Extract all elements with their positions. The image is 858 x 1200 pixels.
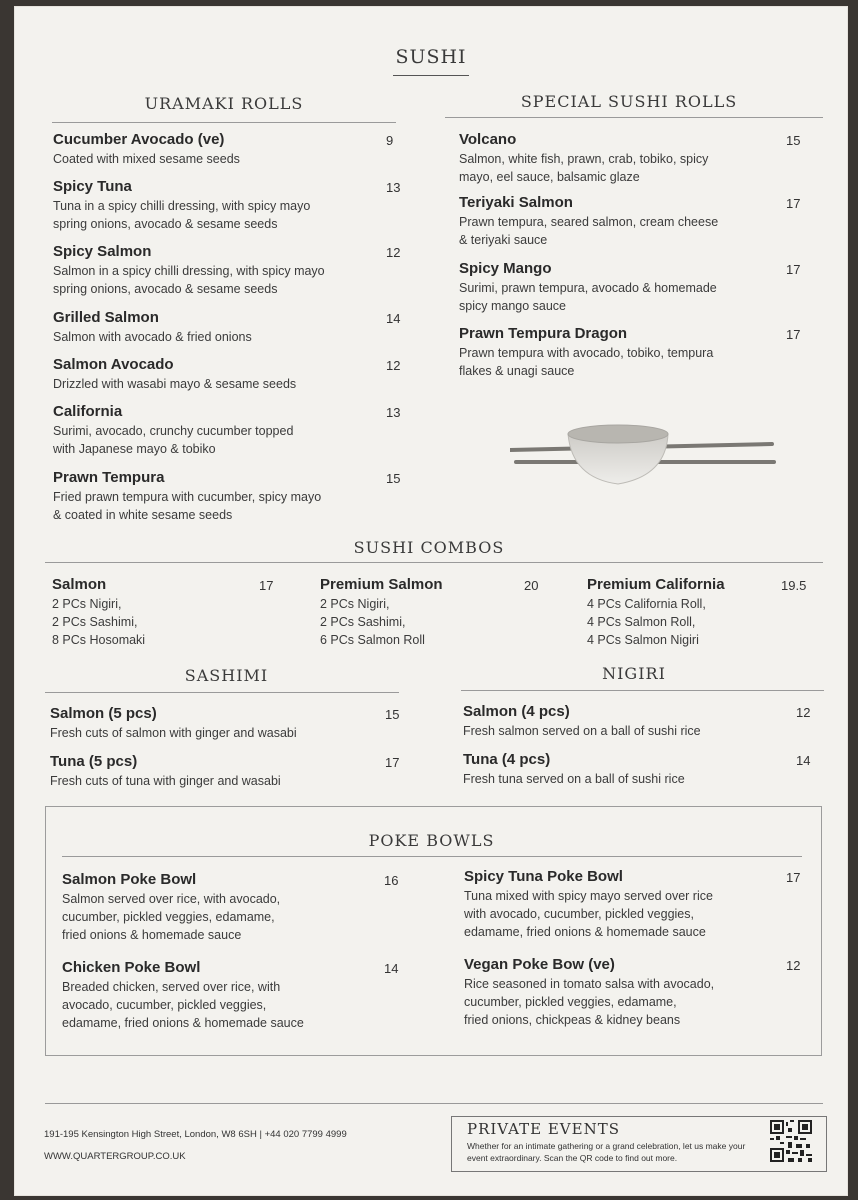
item-price: 17 xyxy=(259,578,274,593)
item-price: 14 xyxy=(384,961,399,976)
item-description: mayo, eel sauce, balsamic glaze xyxy=(459,170,640,184)
item-name: Grilled Salmon xyxy=(53,309,159,326)
uramaki-item xyxy=(53,309,252,346)
item-description: spring onions, avocado & sesame seeds xyxy=(53,217,278,231)
private-events-title: PRIVATE EVENTS xyxy=(467,1120,620,1138)
item-price: 13 xyxy=(386,405,401,420)
item-name: Spicy Salmon xyxy=(53,243,152,260)
item-price: 17 xyxy=(786,196,801,211)
special-item xyxy=(459,131,708,186)
item-description: Breaded chicken, served over rice, with xyxy=(62,980,281,994)
combos-item xyxy=(320,576,443,649)
item-description: avocado, cucumber, pickled veggies, xyxy=(62,998,267,1012)
item-name: Premium California xyxy=(587,576,725,593)
combos-item xyxy=(52,576,145,649)
item-description: fried onions & homemade sauce xyxy=(62,928,242,942)
item-name: Spicy Tuna Poke Bowl xyxy=(464,868,623,885)
item-price: 20 xyxy=(524,578,539,593)
item-description: with avocado, cucumber, pickled veggies, xyxy=(464,907,694,921)
item-price: 15 xyxy=(385,707,400,722)
item-name: Volcano xyxy=(459,131,517,148)
sashimi-rule xyxy=(45,692,399,693)
item-description: Rice seasoned in tomato salsa with avocado, xyxy=(464,977,715,991)
item-description: Tuna in a spicy chilli dressing, with spicy mayo xyxy=(53,199,311,213)
item-name: Cucumber Avocado (ve) xyxy=(53,131,225,148)
uramaki-item xyxy=(53,178,310,233)
item-description: Fresh cuts of salmon with ginger and wasabi xyxy=(50,726,297,740)
item-description: 4 PCs Salmon Roll, xyxy=(587,615,696,629)
item-name: Salmon xyxy=(52,576,107,593)
item-description: flakes & unagi sauce xyxy=(459,364,575,378)
special-title: SPECIAL SUSHI ROLLS xyxy=(520,92,738,111)
item-description: edamame, fried onions & homemade sauce xyxy=(464,925,706,939)
item-description: edamame, fried onions & homemade sauce xyxy=(62,1016,304,1030)
page-title: SUSHI xyxy=(395,46,467,68)
item-name: Tuna (4 pcs) xyxy=(463,751,551,768)
private-events-box xyxy=(451,1116,827,1172)
item-name: Salmon Avocado xyxy=(53,356,174,373)
item-description: Fresh salmon served on a ball of sushi rice xyxy=(463,724,701,738)
poke-item xyxy=(62,959,304,1032)
poke-title: POKE BOWLS xyxy=(368,831,495,850)
nigiri-title: NIGIRI xyxy=(602,664,666,683)
combos-title: SUSHI COMBOS xyxy=(353,538,505,557)
item-description: & teriyaki sauce xyxy=(459,233,548,247)
uramaki-item xyxy=(53,356,296,393)
item-price: 13 xyxy=(386,180,401,195)
item-description: Fried prawn tempura with cucumber, spicy mayo xyxy=(53,490,322,504)
private-events-text: Whether for an intimate gathering or a grand celebration, let us make your event extraordinary. Scan the QR code to find out more. xyxy=(467,1141,746,1163)
item-description: cucumber, pickled veggies, edamame, xyxy=(464,995,677,1009)
item-description: Surimi, prawn tempura, avocado & homemade xyxy=(459,281,717,295)
item-price: 16 xyxy=(384,873,399,888)
footer-address: 191-195 Kensington High Street, London, W8 6SH | +44 020 7799 4999 xyxy=(44,1129,347,1140)
item-description: Fresh tuna served on a ball of sushi rice xyxy=(463,772,685,786)
item-description: & coated in white sesame seeds xyxy=(53,508,233,522)
uramaki-item xyxy=(53,243,325,298)
menu-page xyxy=(14,6,848,1196)
item-price: 15 xyxy=(386,471,401,486)
qr-code-icon[interactable] xyxy=(770,1120,812,1162)
item-name: Prawn Tempura Dragon xyxy=(459,325,628,342)
item-description: with Japanese mayo & tobiko xyxy=(53,442,216,456)
item-description: 2 PCs Nigiri, xyxy=(52,597,122,611)
item-price: 15 xyxy=(786,133,801,148)
special-item xyxy=(459,325,713,380)
poke-rule xyxy=(62,856,802,857)
item-price: 19.5 xyxy=(781,578,807,593)
special-item xyxy=(459,194,718,249)
combos-item xyxy=(587,576,725,649)
item-description: 6 PCs Salmon Roll xyxy=(320,633,425,647)
item-price: 17 xyxy=(786,327,801,342)
item-price: 12 xyxy=(786,958,801,973)
item-name: Prawn Tempura xyxy=(53,469,165,486)
item-description: spicy mango sauce xyxy=(459,299,567,313)
item-description: Prawn tempura, seared salmon, cream cheese xyxy=(459,215,719,229)
item-description: 2 PCs Sashimi, xyxy=(52,615,138,629)
item-description: 8 PCs Hosomaki xyxy=(52,633,146,647)
item-name: California xyxy=(53,403,123,420)
nigiri-item xyxy=(463,703,701,740)
uramaki-item xyxy=(53,469,321,524)
footer-website[interactable]: WWW.QUARTERGROUP.CO.UK xyxy=(44,1151,186,1162)
sashimi-item xyxy=(50,705,297,742)
sashimi-title: SASHIMI xyxy=(184,666,269,685)
item-description: Coated with mixed sesame seeds xyxy=(53,152,240,166)
nigiri-item xyxy=(463,751,685,788)
item-price: 9 xyxy=(386,133,394,148)
item-price: 17 xyxy=(385,755,400,770)
item-name: Salmon Poke Bowl xyxy=(62,871,197,888)
item-description: 4 PCs Salmon Nigiri xyxy=(587,633,699,647)
item-name: Salmon (4 pcs) xyxy=(463,703,570,720)
item-price: 17 xyxy=(786,262,801,277)
uramaki-rule xyxy=(52,122,396,123)
item-description: 4 PCs California Roll, xyxy=(587,597,706,611)
item-name: Teriyaki Salmon xyxy=(459,194,573,211)
item-price: 12 xyxy=(386,245,401,260)
item-description: Fresh cuts of tuna with ginger and wasabi xyxy=(50,774,281,788)
item-price: 14 xyxy=(386,311,401,326)
special-item xyxy=(459,260,717,315)
title-underline xyxy=(393,75,469,76)
item-description: Salmon with avocado & fried onions xyxy=(53,330,252,344)
item-description: cucumber, pickled veggies, edamame, xyxy=(62,910,275,924)
item-description: Surimi, avocado, crunchy cucumber topped xyxy=(53,424,294,438)
item-description: Prawn tempura with avocado, tobiko, tempura xyxy=(459,346,714,360)
item-price: 12 xyxy=(796,705,811,720)
uramaki-item xyxy=(53,131,240,168)
bowl-with-chopsticks-icon xyxy=(510,414,778,494)
item-name: Tuna (5 pcs) xyxy=(50,753,138,770)
item-description: Tuna mixed with spicy mayo served over rice xyxy=(464,889,713,903)
poke-item xyxy=(464,868,713,941)
item-description: Salmon in a spicy chilli dressing, with spicy mayo xyxy=(53,264,325,278)
item-price: 17 xyxy=(786,870,801,885)
item-price: 12 xyxy=(386,358,401,373)
item-description: Drizzled with wasabi mayo & sesame seeds xyxy=(53,377,297,391)
item-name: Vegan Poke Bow (ve) xyxy=(464,956,615,973)
uramaki-item xyxy=(53,403,293,458)
item-description: Salmon served over rice, with avocado, xyxy=(62,892,281,906)
item-description: 2 PCs Nigiri, xyxy=(320,597,390,611)
combos-rule xyxy=(45,562,823,563)
item-description: Salmon, white fish, prawn, crab, tobiko, spicy xyxy=(459,152,709,166)
item-name: Salmon (5 pcs) xyxy=(50,705,157,722)
uramaki-title: URAMAKI ROLLS xyxy=(144,94,304,113)
item-name: Premium Salmon xyxy=(320,576,443,593)
footer-rule xyxy=(45,1103,823,1104)
sashimi-item xyxy=(50,753,281,790)
item-name: Spicy Tuna xyxy=(53,178,132,195)
poke-item xyxy=(62,871,280,944)
poke-item xyxy=(464,956,714,1029)
special-rule xyxy=(445,117,823,118)
item-description: 2 PCs Sashimi, xyxy=(320,615,406,629)
item-description: spring onions, avocado & sesame seeds xyxy=(53,282,278,296)
item-description: fried onions, chickpeas & kidney beans xyxy=(464,1013,681,1027)
item-name: Chicken Poke Bowl xyxy=(62,959,201,976)
nigiri-rule xyxy=(461,690,824,691)
item-name: Spicy Mango xyxy=(459,260,552,277)
item-price: 14 xyxy=(796,753,811,768)
